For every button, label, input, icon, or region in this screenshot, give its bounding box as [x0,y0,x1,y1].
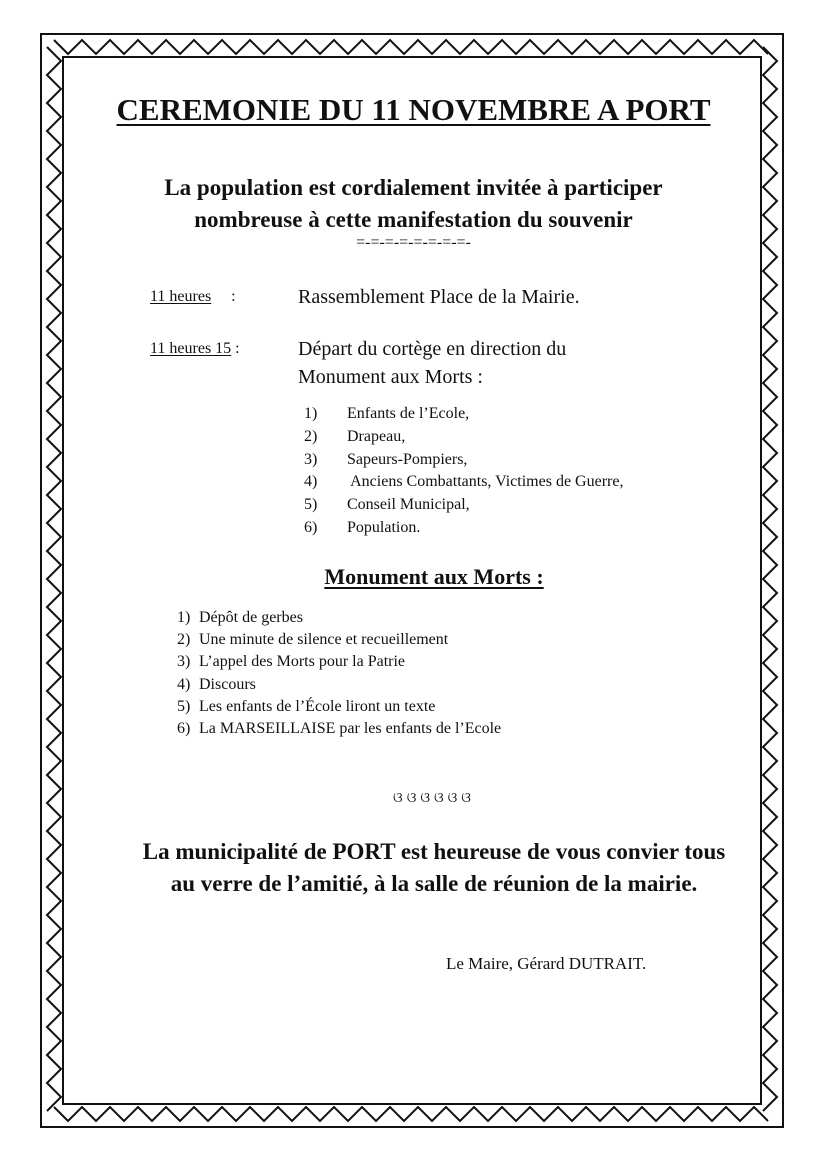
list-item: 5) Conseil Municipal, [304,496,470,514]
list-item: 2) Une minute de silence et recueillement [177,631,449,649]
list-item: 5) Les enfants de l’École liront un texte [177,697,436,715]
border-wave [54,1107,768,1121]
intro-text [0,172,827,236]
list-item: 3) L’appel des Morts pour la Patrie [177,653,406,671]
list-item: 1) Enfants de l’Ecole, [304,405,470,422]
ornament-divider: ଓଓଓଓଓଓ [393,791,475,806]
signature: Le Maire, Gérard DUTRAIT. [446,954,647,973]
list-item: 4) Anciens Combattants, Victimes de Guerre, [304,473,624,491]
schedule-desc-2: Départ du cortège en direction du Monument aux Morts : [298,338,567,388]
list-item: 2) Drapeau, [304,427,406,445]
border-wave [54,40,768,54]
intro-line-2: nombreuse à cette manifestation du souvenir [194,207,633,232]
separator: =-=-=-=-=-=-=-=- [356,234,471,251]
ceremony-list [177,607,501,740]
closing-text [0,836,827,900]
list-item: 4) Discours [177,675,256,693]
list-item: 1) Dépôt de gerbes [177,609,303,626]
cortege-list [304,403,623,540]
schedule-time-2: 11 heures 15 : [150,340,240,357]
page-title: CEREMONIE DU 11 NOVEMBRE A PORT [116,92,711,127]
intro-line-1: La population est cordialement invitée à participer [164,175,663,200]
list-item: 6) Population. [304,518,421,536]
schedule-time-1: 11 heures : [150,288,236,305]
closing-line-1: La municipalité de PORT est heureuse de vous convier tous [142,839,726,864]
list-item: 6) La MARSEILLAISE par les enfants de l’Ecole [177,720,502,738]
schedule-desc-1: Rassemblement Place de la Mairie. [298,286,580,308]
list-item: 3) Sapeurs-Pompiers, [304,450,468,468]
monument-heading: Monument aux Morts : [324,564,544,589]
closing-line-2: au verre de l’amitié, à la salle de réunion de la mairie. [170,871,698,896]
